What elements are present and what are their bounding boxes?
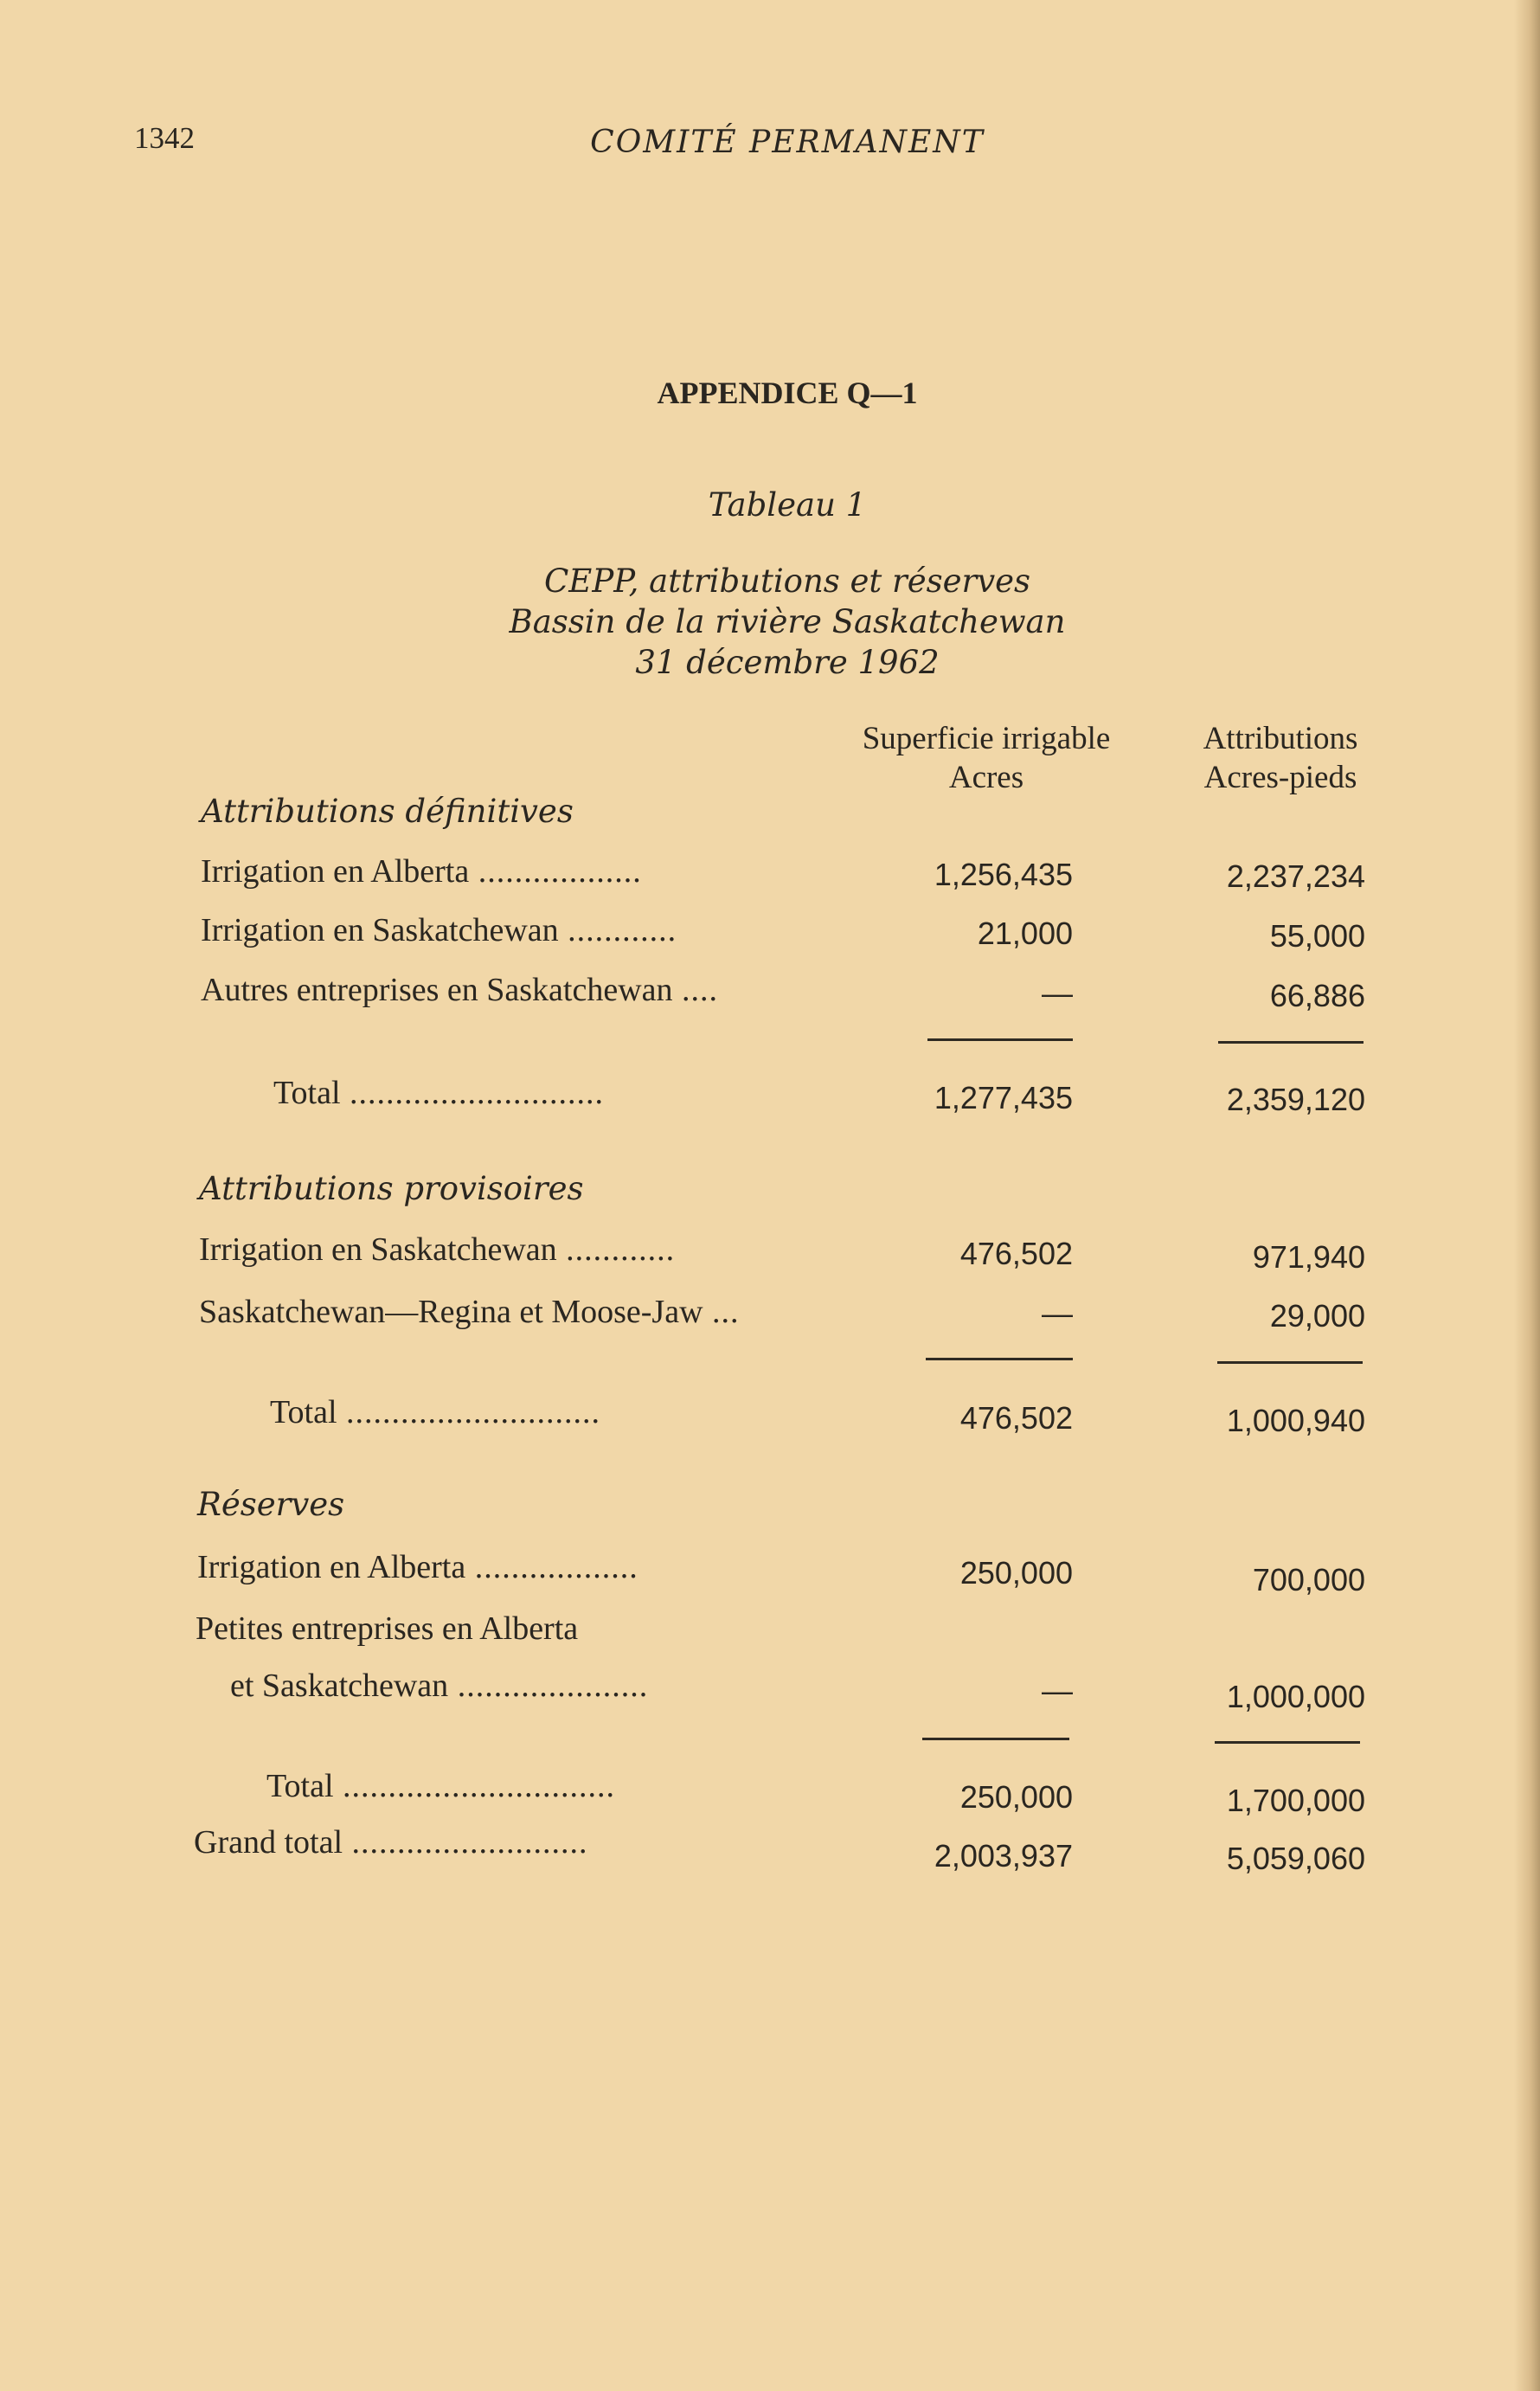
row-acre-feet: 55,000 [1269, 918, 1365, 954]
grand-total-label: Grand total .......................... [194, 1824, 588, 1861]
total-acre-feet: 1,000,940 [1226, 1403, 1365, 1438]
total-label: Total ............................ [273, 1075, 605, 1111]
row-acres: 476,502 [959, 1236, 1073, 1271]
row-label: Saskatchewan—Regina et Moose-Jaw ... [199, 1294, 740, 1330]
subtotal-rule [927, 1038, 1073, 1041]
column-header-superficie: Superficie irrigable [862, 721, 1111, 756]
row-label: Irrigation en Saskatchewan ............ [199, 1231, 676, 1268]
total-acres: 250,000 [959, 1779, 1073, 1815]
grand-total-acre-feet: 5,059,060 [1226, 1841, 1365, 1876]
row-acres: 1,256,435 [934, 857, 1073, 892]
caption-line-1: CEPP, attributions et réserves [544, 562, 1030, 600]
total-acre-feet: 1,700,000 [1226, 1783, 1365, 1818]
row-acre-feet: 700,000 [1252, 1562, 1365, 1597]
section-title-reserves: Réserves [197, 1486, 345, 1523]
row-acre-feet: 971,940 [1252, 1239, 1365, 1275]
subtotal-rule [1215, 1741, 1360, 1744]
row-acres: — [1042, 1673, 1073, 1708]
caption-line-3: 31 décembre 1962 [635, 644, 940, 681]
row-acre-feet: 1,000,000 [1226, 1679, 1365, 1714]
row-label: Irrigation en Alberta .................. [197, 1549, 638, 1585]
total-acres: 476,502 [959, 1400, 1073, 1436]
section-title-provisoires: Attributions provisoires [199, 1170, 584, 1207]
row-label: Autres entreprises en Saskatchewan .... [201, 972, 719, 1008]
running-title: COMITÉ PERMANENT [590, 125, 985, 160]
total-acres: 1,277,435 [934, 1080, 1073, 1115]
subtotal-rule [922, 1738, 1069, 1740]
subtotal-rule [1217, 1361, 1363, 1364]
page-edge-shadow [1514, 0, 1540, 2391]
total-acre-feet: 2,359,120 [1226, 1082, 1365, 1117]
subtotal-rule [926, 1358, 1073, 1360]
total-label: Total .............................. [266, 1768, 616, 1804]
section-title-definitives: Attributions définitives [201, 793, 574, 830]
row-acres: 250,000 [959, 1555, 1073, 1591]
column-header-attributions: Attributions [1203, 721, 1358, 756]
row-label: Irrigation en Alberta .................. [201, 853, 642, 890]
grand-total-acres: 2,003,937 [934, 1838, 1073, 1874]
page-number: 1342 [134, 121, 195, 155]
row-label-line-2: et Saskatchewan ..................... [230, 1668, 649, 1704]
row-acres: — [1042, 1295, 1073, 1331]
appendix-title: APPENDICE Q—1 [657, 376, 918, 410]
caption-line-2: Bassin de la rivière Saskatchewan [509, 603, 1066, 640]
row-acres: — [1042, 975, 1073, 1011]
subtotal-rule [1218, 1041, 1364, 1044]
row-acre-feet: 29,000 [1269, 1298, 1365, 1334]
row-label-line-1: Petites entreprises en Alberta [196, 1610, 579, 1647]
column-unit-acres-pieds: Acres-pieds [1203, 760, 1357, 795]
column-unit-acres: Acres [948, 760, 1024, 795]
row-acre-feet: 2,237,234 [1226, 858, 1365, 894]
row-label: Irrigation en Saskatchewan ............ [201, 912, 677, 948]
row-acre-feet: 66,886 [1269, 978, 1365, 1013]
table-number: Tableau 1 [708, 486, 867, 524]
total-label: Total ............................ [270, 1394, 601, 1430]
row-acres: 21,000 [977, 916, 1073, 951]
